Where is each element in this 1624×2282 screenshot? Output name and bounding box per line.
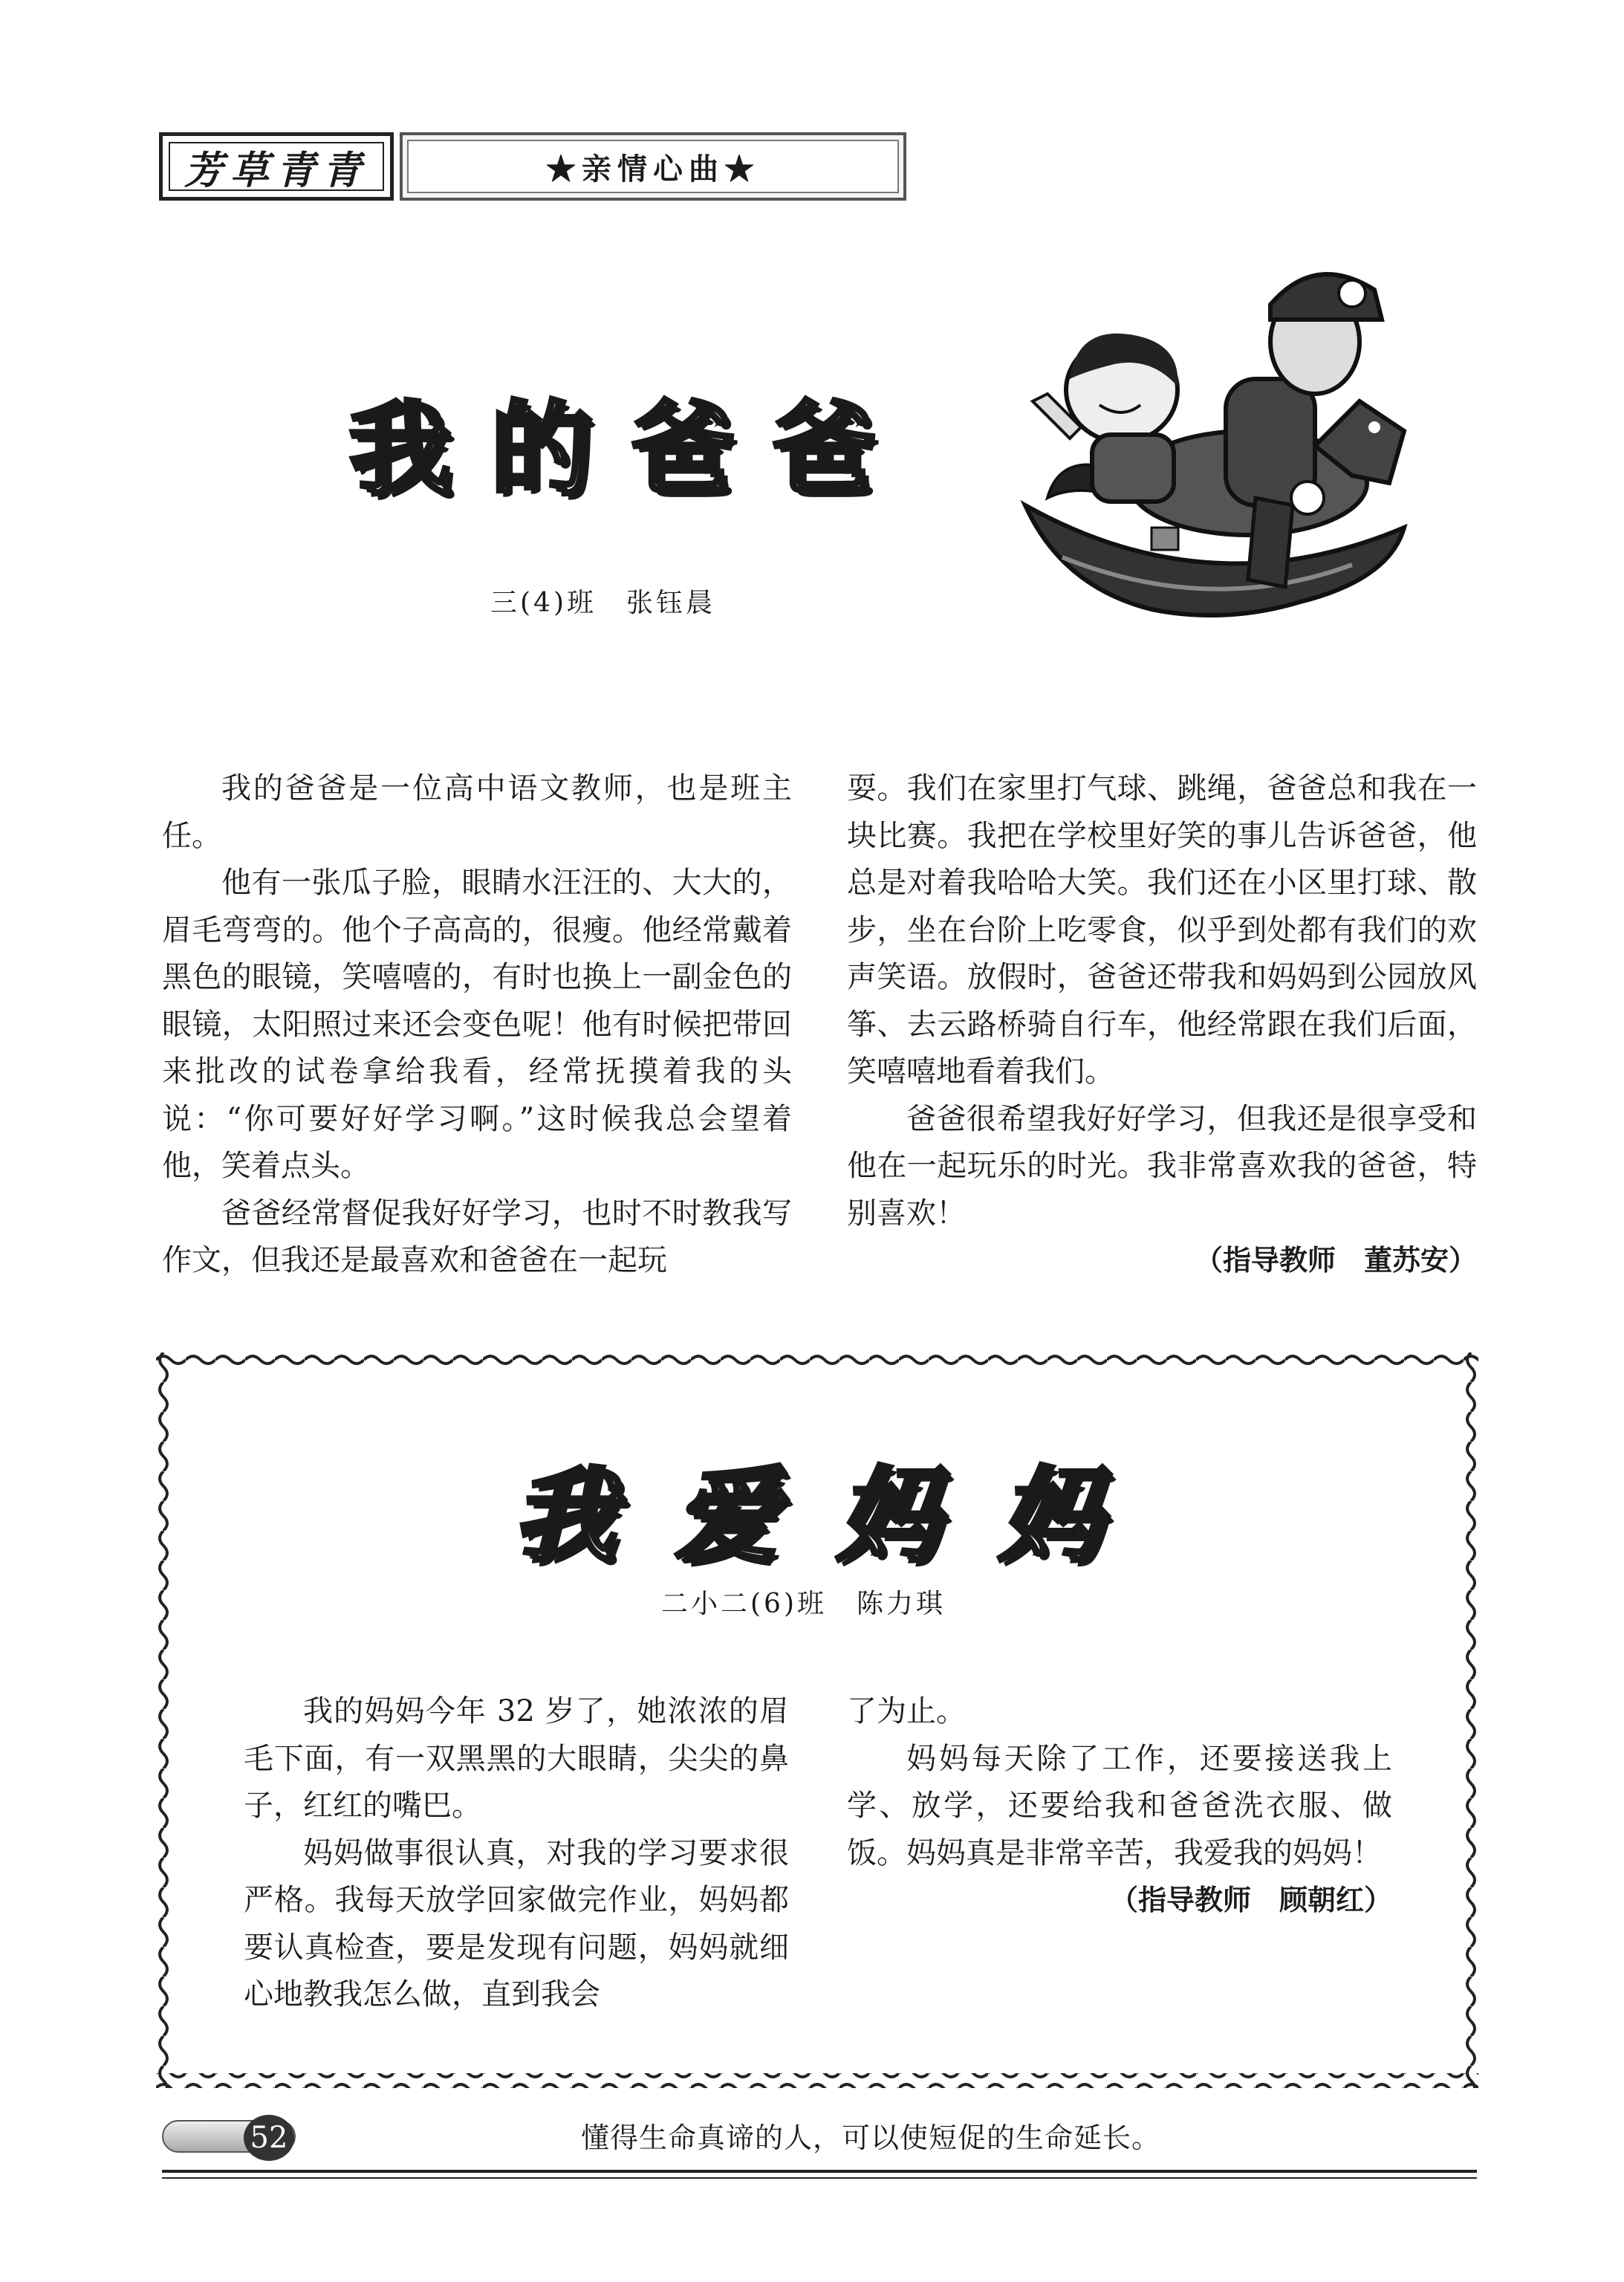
section-title: ★亲情心曲★	[407, 140, 899, 193]
article1-column-right	[847, 765, 1477, 1285]
section-title-box	[400, 132, 906, 201]
paragraph: 我的妈妈今年 32 岁了，她浓浓的眉毛下面，有一双黑黑的大眼睛，尖尖的鼻子，红红的嘴巴。	[244, 1694, 789, 1823]
paragraph: 了为止。	[847, 1694, 966, 1728]
father-son-rocking-horse-illustration	[1003, 260, 1419, 661]
paragraph: 我的爸爸是一位高中语文教师，也是班主任。	[162, 771, 792, 853]
paragraph: 妈妈每天除了工作，还要接送我上学、放学，还要给我和爸爸洗衣服、做饭。妈妈真是非常辛苦，我爱我的妈妈！	[847, 1741, 1392, 1870]
footer-motto: 懂得生命真谛的人，可以使短促的生命延长。	[581, 2121, 1161, 2154]
article2-byline: 二小二(6)班 陈力琪	[661, 1589, 946, 1619]
paragraph: 爸爸经常督促我好好学习，也时不时教我写作文，但我还是最喜欢和爸爸在一起玩	[162, 1196, 792, 1277]
paragraph: 妈妈做事很认真，对我的学习要求很严格。我每天放学回家做完作业，妈妈都要认真检查，要是发现有问题，妈妈就细心地教我怎么做，直到我会	[244, 1835, 789, 2012]
article1-title: 我的爸爸	[349, 390, 915, 510]
article2-title: 我爱妈妈	[513, 1456, 1161, 1576]
footer-rule	[162, 2170, 1477, 2173]
article1-teacher: （指导教师 董苏安）	[1194, 1244, 1477, 1277]
column-title-box	[159, 132, 394, 201]
article1-byline: 三(4)班 张钰晨	[490, 588, 715, 618]
page-number: 52	[244, 2115, 294, 2161]
article2-column-left	[244, 1688, 789, 2019]
footer-rule	[162, 2177, 1477, 2179]
paragraph: 耍。我们在家里打气球、跳绳，爸爸总和我在一块比赛。我把在学校里好笑的事儿告诉爸爸，他总是对着我哈哈大笑。我们还在小区里打球、散步，坐在台阶上吃零食，似乎到处都有我们的欢声笑语。放假时，爸爸还带我和妈妈到公园放风筝、去云路桥骑自行车，他经常跟在我们后面，笑嘻嘻地看着我们。	[847, 771, 1477, 1089]
paragraph: 爸爸很希望我好好学习，但我还是很享受和他在一起玩乐的时光。我非常喜欢我的爸爸，特别喜欢！	[847, 1101, 1477, 1231]
paragraph: 他有一张瓜子脸，眼睛水汪汪的、大大的，眉毛弯弯的。他个子高高的，很瘦。他经常戴着黑色的眼镜，笑嘻嘻的，有时也换上一副金色的眼镜，太阳照过来还会变色呢！他有时候把带回来批改的试卷拿给我看，经常抚摸着我的头说：“你可要好好学习啊。”这时候我总会望着他，笑着点头。	[162, 866, 792, 1183]
article2-column-right	[847, 1688, 1392, 1925]
article1-column-left	[162, 765, 792, 1285]
article2-teacher: （指导教师 顾朝红）	[1109, 1884, 1392, 1916]
column-title: 芳草青青	[183, 147, 368, 193]
